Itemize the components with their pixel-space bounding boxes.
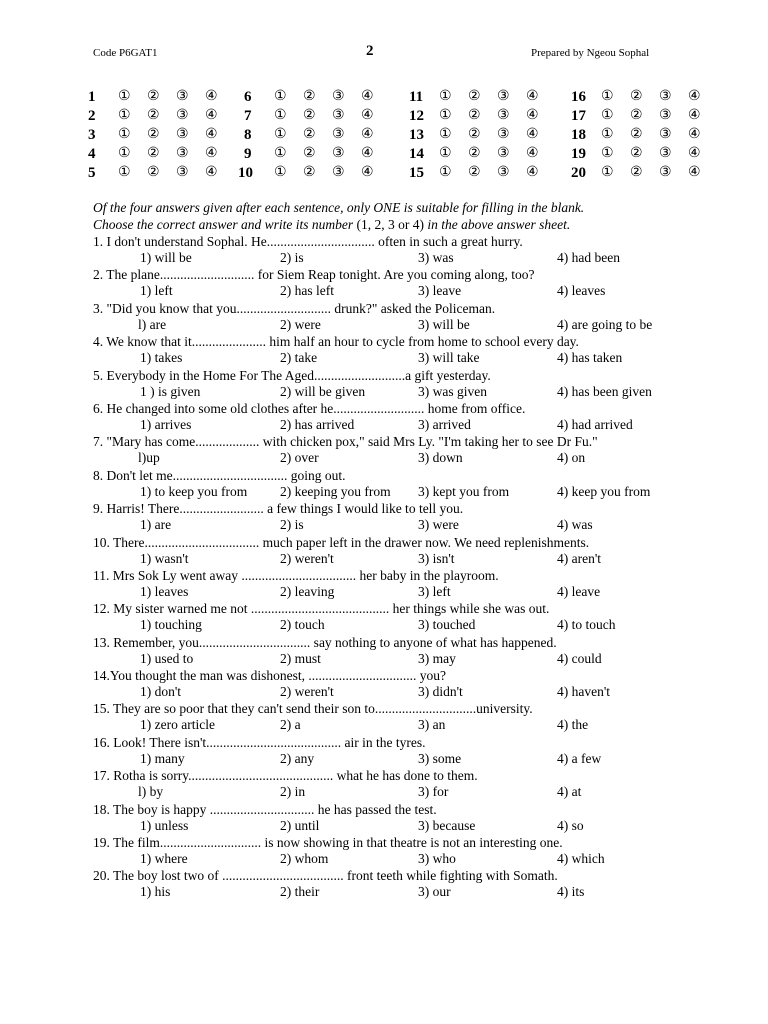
question-item	[93, 433, 693, 466]
question-item	[93, 266, 693, 299]
answer-bubble-3[interactable]: ③	[332, 165, 345, 180]
question-item	[93, 567, 693, 600]
answer-bubble-2[interactable]: ②	[630, 146, 643, 161]
answer-bubble-3[interactable]: ③	[659, 89, 672, 104]
question-stem: 9. Harris! There......................... a few things I would like to tell you.	[93, 501, 464, 517]
answer-option-3: 3) leave	[418, 283, 462, 299]
answer-bubble-3[interactable]: ③	[497, 127, 510, 142]
answer-option-1: 1) are	[140, 517, 172, 533]
question-stem: 12. My sister warned me not ......................................... her things while she was out.	[93, 601, 550, 617]
answer-option-4: 4) on	[557, 450, 586, 466]
answer-bubble-3[interactable]: ③	[659, 127, 672, 142]
answer-option-4: 4) was	[557, 517, 593, 533]
page-number: 2	[366, 43, 374, 59]
answer-bubble-2[interactable]: ②	[630, 108, 643, 123]
answer-bubble-3[interactable]: ③	[176, 146, 189, 161]
instruction-line-2	[93, 216, 693, 233]
answer-bubble-1[interactable]: ①	[439, 127, 452, 142]
answer-option-4: 4) to touch	[557, 617, 616, 633]
answer-bubble-1[interactable]: ①	[439, 146, 452, 161]
answer-option-2: 2) leaving	[280, 583, 335, 599]
answer-option-1: 1) many	[140, 750, 185, 766]
question-item	[93, 333, 693, 366]
answer-option-1: l) are	[138, 316, 167, 332]
answer-option-4: 4) leaves	[557, 283, 606, 299]
answer-bubble-4[interactable]: ④	[205, 146, 218, 161]
answer-bubble-2[interactable]: ②	[303, 127, 316, 142]
answer-option-1: 1) touching	[140, 617, 202, 633]
answer-option-2: 2) take	[280, 350, 318, 366]
answer-option-4: 4) could	[557, 650, 602, 666]
answer-option-3: 3) our	[418, 884, 451, 900]
question-item	[93, 600, 693, 633]
answer-option-4: 4) haven't	[557, 684, 611, 700]
answer-bubble-3[interactable]: ③	[176, 89, 189, 104]
answer-bubble-3[interactable]: ③	[497, 165, 510, 180]
answer-bubble-1[interactable]: ①	[439, 165, 452, 180]
answer-bubble-4[interactable]: ④	[361, 165, 374, 180]
answer-bubble-1[interactable]: ①	[274, 108, 287, 123]
answer-option-1: 1) wasn't	[140, 550, 189, 566]
answer-bubble-4[interactable]: ④	[526, 127, 539, 142]
answer-bubble-3[interactable]: ③	[497, 146, 510, 161]
question-stem: 8. Don't let me.................................. going out.	[93, 467, 346, 483]
answer-bubble-1[interactable]: ①	[118, 127, 131, 142]
answer-bubble-2[interactable]: ②	[468, 146, 481, 161]
answer-number: 12	[409, 108, 424, 124]
answer-number: 10	[238, 165, 253, 181]
answer-number: 14	[409, 146, 424, 162]
answer-number: 8	[244, 127, 252, 143]
answer-number: 13	[409, 127, 424, 143]
answer-number: 4	[88, 146, 96, 162]
answer-option-3: 3) was given	[418, 383, 487, 399]
answer-option-2: 2) is	[280, 250, 304, 265]
answer-bubble-1[interactable]: ①	[601, 127, 614, 142]
answer-bubble-2[interactable]: ②	[468, 165, 481, 180]
answer-option-1: 1) will be	[140, 250, 192, 265]
answer-number: 1	[88, 89, 96, 105]
answer-bubble-4[interactable]: ④	[205, 165, 218, 180]
answer-number: 9	[244, 146, 252, 162]
answer-bubble-1[interactable]: ①	[439, 108, 452, 123]
answer-bubble-4[interactable]: ④	[205, 89, 218, 104]
question-stem: 11. Mrs Sok Ly went away .................................. her baby in the playroom.	[93, 567, 499, 583]
answer-sheet-row	[88, 145, 728, 164]
answer-option-4: 4) a few	[557, 750, 602, 766]
answer-bubble-1[interactable]: ①	[439, 89, 452, 104]
question-stem: 15. They are so poor that they can't send their son to..............................university.	[93, 701, 533, 717]
answer-option-2: 2) touch	[280, 617, 325, 633]
question-stem: 17. Rotha is sorry........................................... what he has done to them.	[93, 768, 478, 784]
answer-bubble-2[interactable]: ②	[147, 108, 160, 123]
question-item	[93, 534, 693, 567]
answer-bubble-1[interactable]: ①	[118, 108, 131, 123]
answer-option-3: 3) will be	[418, 316, 470, 332]
answer-option-3: 3) who	[418, 851, 456, 867]
answer-option-2: 2) weren't	[280, 550, 334, 566]
question-item	[93, 233, 693, 266]
answer-bubble-3[interactable]: ③	[659, 165, 672, 180]
answer-sheet	[88, 88, 728, 183]
answer-bubble-3[interactable]: ③	[659, 146, 672, 161]
answer-option-4: 4) has been given	[557, 383, 652, 399]
answer-bubble-3[interactable]: ③	[332, 108, 345, 123]
answer-bubble-2[interactable]: ②	[303, 165, 316, 180]
answer-number: 17	[571, 108, 586, 124]
answer-option-2: 2) until	[280, 817, 320, 833]
question-stem: 7. "Mary has come................... with chicken pox," said Mrs Ly. "I'm taking her to see Dr Fu."	[93, 434, 598, 450]
answer-option-4: 4) which	[557, 851, 605, 867]
question-stem: 19. The film.............................. is now showing in that theatre is not an interesting one.	[93, 835, 563, 851]
answer-number: 11	[409, 89, 424, 105]
answer-bubble-3[interactable]: ③	[176, 165, 189, 180]
answer-option-2: 2) a	[280, 717, 301, 733]
answer-bubble-1[interactable]: ①	[274, 127, 287, 142]
answer-option-1: 1) leaves	[140, 583, 189, 599]
answer-bubble-4[interactable]: ④	[361, 146, 374, 161]
answer-option-4: 4) leave	[557, 583, 601, 599]
answer-sheet-row	[88, 107, 728, 126]
answer-bubble-1[interactable]: ①	[601, 165, 614, 180]
question-stem: 10. There.................................. much paper left in the drawer now. We need replenishments.	[93, 534, 590, 550]
answer-bubble-1[interactable]: ①	[118, 165, 131, 180]
answer-option-1: 1) used to	[140, 650, 194, 666]
answer-option-4: 4) has taken	[557, 350, 623, 366]
answer-option-2: 2) over	[280, 450, 319, 466]
question-stem: 3. "Did you know that you............................ drunk?" asked the Policeman.	[93, 300, 496, 316]
answer-bubble-2[interactable]: ②	[630, 89, 643, 104]
answer-bubble-4[interactable]: ④	[688, 146, 701, 161]
answer-number: 15	[409, 165, 424, 181]
answer-option-4: 4) are going to be	[557, 316, 653, 332]
question-item	[93, 367, 693, 400]
answer-option-4: 4) had been	[557, 250, 620, 265]
question-stem: 1. I don't understand Sophal. He................................ often in such a great hurry.	[93, 234, 523, 249]
answer-bubble-4[interactable]: ④	[688, 108, 701, 123]
answer-bubble-3[interactable]: ③	[176, 108, 189, 123]
answer-number: 18	[571, 127, 586, 143]
answer-number: 7	[244, 108, 252, 124]
answer-option-3: 3) an	[418, 717, 446, 733]
answer-bubble-4[interactable]: ④	[688, 165, 701, 180]
question-item	[93, 634, 693, 667]
answer-sheet-row	[88, 126, 728, 145]
instructions	[93, 199, 693, 233]
answer-bubble-2[interactable]: ②	[303, 146, 316, 161]
question-list	[93, 233, 693, 901]
answer-bubble-1[interactable]: ①	[118, 146, 131, 161]
answer-number: 2	[88, 108, 96, 124]
answer-bubble-2[interactable]: ②	[468, 89, 481, 104]
answer-option-4: 4) its	[557, 884, 585, 900]
answer-option-3: 3) some	[418, 750, 462, 766]
answer-option-1: 1 ) is given	[140, 383, 201, 399]
answer-option-4: 4) the	[557, 717, 589, 733]
exam-code: Code P6GAT1	[93, 47, 158, 59]
question-stem: 5. Everybody in the Home For The Aged...........................a gift yesterday.	[93, 367, 491, 383]
answer-option-2: 2) any	[280, 750, 315, 766]
answer-option-3: 3) will take	[418, 350, 480, 366]
answer-option-3: 3) left	[418, 583, 451, 599]
answer-number: 20	[571, 165, 586, 181]
answer-bubble-4[interactable]: ④	[526, 165, 539, 180]
question-item	[93, 400, 693, 433]
answer-bubble-4[interactable]: ④	[205, 108, 218, 123]
question-stem: 13. Remember, you................................. say nothing to anyone of what has happened.	[93, 634, 557, 650]
answer-option-2: 2) weren't	[280, 684, 334, 700]
answer-bubble-2[interactable]: ②	[468, 108, 481, 123]
answer-number: 3	[88, 127, 96, 143]
answer-option-2: 2) has left	[280, 283, 334, 299]
answer-bubble-1[interactable]: ①	[601, 108, 614, 123]
answer-option-1: 1) zero article	[140, 717, 215, 733]
answer-bubble-3[interactable]: ③	[497, 89, 510, 104]
answer-option-3: 3) were	[418, 517, 459, 533]
answer-bubble-3[interactable]: ③	[332, 127, 345, 142]
page-header	[0, 45, 768, 63]
question-item	[93, 734, 693, 767]
answer-bubble-3[interactable]: ③	[176, 127, 189, 142]
answer-option-1: 1) takes	[140, 350, 183, 366]
question-stem: 14.You thought the man was dishonest, ................................ you?	[93, 668, 446, 684]
answer-number: 5	[88, 165, 96, 181]
answer-bubble-1[interactable]: ①	[601, 89, 614, 104]
instruction-line-2-end: in the above answer sheet.	[423, 217, 571, 232]
answer-bubble-1[interactable]: ①	[274, 146, 287, 161]
answer-option-1: 1) where	[140, 851, 188, 867]
instruction-line-2-start: Choose the correct answer and write its number	[93, 217, 357, 232]
question-item	[93, 300, 693, 333]
answer-bubble-2[interactable]: ②	[303, 108, 316, 123]
answer-option-2: 2) is	[280, 517, 304, 533]
instruction-line-1: Of the four answers given after each sentence, only ONE is suitable for filling in the blank.	[93, 200, 585, 215]
question-item	[93, 700, 693, 733]
answer-bubble-1[interactable]: ①	[274, 165, 287, 180]
answer-option-3: 3) for	[418, 784, 449, 800]
question-item	[93, 834, 693, 867]
answer-option-3: 3) may	[418, 650, 456, 666]
answer-option-1: l) by	[138, 784, 164, 800]
answer-sheet-row	[88, 164, 728, 183]
answer-option-2: 2) keeping you from	[280, 483, 391, 499]
answer-option-3: 3) kept you from	[418, 483, 510, 499]
answer-bubble-2[interactable]: ②	[468, 127, 481, 142]
answer-bubble-4[interactable]: ④	[526, 146, 539, 161]
answer-option-1: 1) left	[140, 283, 173, 299]
answer-option-1: 1) unless	[140, 817, 189, 833]
answer-number: 19	[571, 146, 586, 162]
answer-option-3: 3) touched	[418, 617, 476, 633]
answer-bubble-3[interactable]: ③	[659, 108, 672, 123]
answer-sheet-row	[88, 88, 728, 107]
answer-option-1: 1) arrives	[140, 416, 192, 432]
question-item	[93, 801, 693, 834]
answer-option-3: 3) didn't	[418, 684, 463, 700]
answer-bubble-1[interactable]: ①	[601, 146, 614, 161]
answer-bubble-2[interactable]: ②	[630, 165, 643, 180]
author-credit: Prepared by Ngeou Sophal	[531, 47, 650, 59]
answer-option-2: 2) were	[280, 316, 321, 332]
answer-bubble-2[interactable]: ②	[303, 89, 316, 104]
answer-option-2: 2) whom	[280, 851, 329, 867]
answer-option-3: 3) isn't	[418, 550, 455, 566]
question-stem: 20. The boy lost two of .................................... front teeth while fighting with Somath.	[93, 868, 558, 884]
question-stem: 6. He changed into some old clothes after he........................... home from office.	[93, 400, 526, 416]
answer-bubble-1[interactable]: ①	[118, 89, 131, 104]
question-item	[93, 767, 693, 800]
answer-option-1: 1) to keep you from	[140, 483, 248, 499]
answer-number: 16	[571, 89, 586, 105]
answer-option-3: 3) arrived	[418, 416, 471, 432]
answer-bubble-4[interactable]: ④	[688, 89, 701, 104]
answer-option-4: 4) aren't	[557, 550, 602, 566]
question-stem: 4. We know that it...................... him half an hour to cycle from home to school every day.	[93, 334, 579, 350]
answer-bubble-4[interactable]: ④	[526, 89, 539, 104]
answer-option-1: 1) his	[140, 884, 171, 900]
question-item	[93, 867, 693, 900]
answer-bubble-4[interactable]: ④	[688, 127, 701, 142]
answer-option-4: 4) at	[557, 784, 582, 800]
answer-option-3: 3) because	[418, 817, 476, 833]
answer-bubble-2[interactable]: ②	[147, 165, 160, 180]
answer-bubble-4[interactable]: ④	[526, 108, 539, 123]
answer-option-3: 3) was	[418, 250, 454, 265]
answer-option-2: 2) must	[280, 650, 321, 666]
answer-option-4: 4) had arrived	[557, 416, 633, 432]
answer-bubble-2[interactable]: ②	[147, 89, 160, 104]
question-stem: 18. The boy is happy ............................... he has passed the test.	[93, 801, 437, 817]
question-stem: 2. The plane............................ for Siem Reap tonight. Are you coming along, too?	[93, 267, 535, 283]
answer-option-4: 4) so	[557, 817, 584, 833]
answer-number: 6	[244, 89, 252, 105]
answer-option-1: 1) don't	[140, 684, 182, 700]
question-item	[93, 500, 693, 533]
answer-option-3: 3) down	[418, 450, 463, 466]
answer-bubble-1[interactable]: ①	[274, 89, 287, 104]
answer-bubble-3[interactable]: ③	[497, 108, 510, 123]
answer-bubble-4[interactable]: ④	[361, 108, 374, 123]
answer-bubble-3[interactable]: ③	[332, 146, 345, 161]
answer-bubble-2[interactable]: ②	[630, 127, 643, 142]
answer-bubble-2[interactable]: ②	[147, 127, 160, 142]
answer-option-4: 4) keep you from	[557, 483, 651, 499]
answer-bubble-3[interactable]: ③	[332, 89, 345, 104]
question-item	[93, 467, 693, 500]
answer-option-2: 2) their	[280, 884, 320, 900]
answer-bubble-4[interactable]: ④	[361, 127, 374, 142]
answer-bubble-4[interactable]: ④	[205, 127, 218, 142]
answer-option-2: 2) in	[280, 784, 306, 800]
answer-option-1: l)up	[138, 450, 160, 466]
answer-option-2: 2) will be given	[280, 383, 366, 399]
question-stem: 16. Look! There isn't........................................ air in the tyres.	[93, 734, 426, 750]
answer-bubble-2[interactable]: ②	[147, 146, 160, 161]
answer-option-2: 2) has arrived	[280, 416, 355, 432]
instruction-choice-numbers: (1, 2, 3 or 4)	[356, 217, 424, 232]
question-item	[93, 667, 693, 700]
answer-bubble-4[interactable]: ④	[361, 89, 374, 104]
